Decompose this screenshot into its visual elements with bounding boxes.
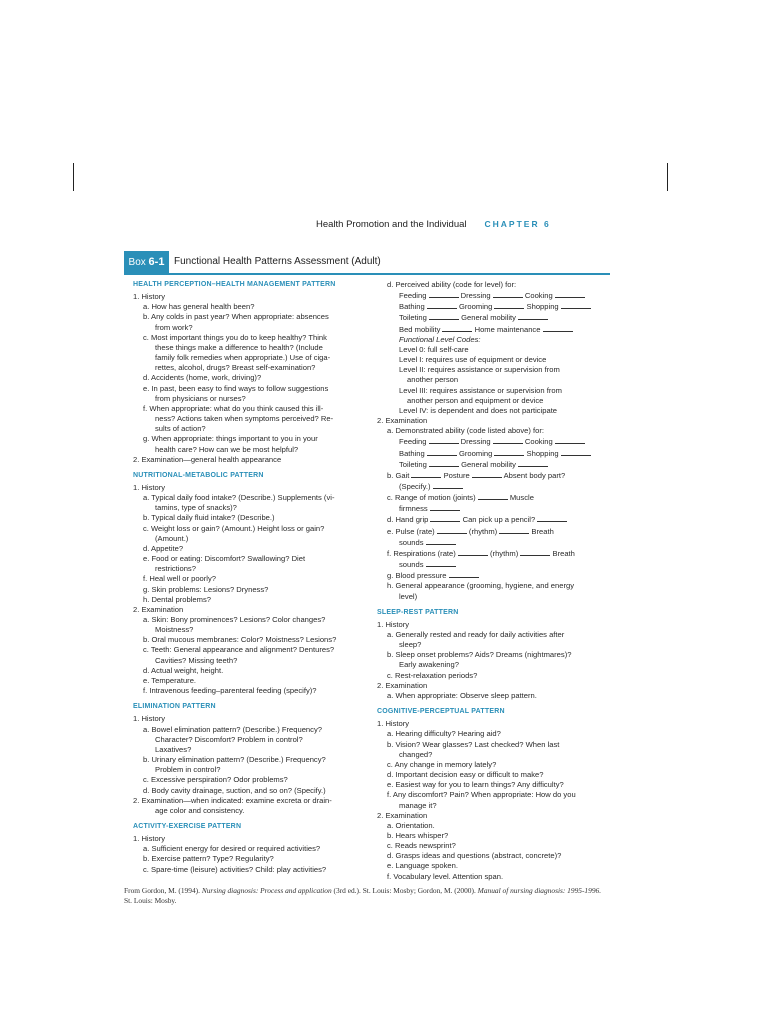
fill-in-blank[interactable] [478,492,508,500]
form-line [377,503,610,514]
text-line: (Amount.) [155,533,189,543]
text-line: a. Demonstrated ability (code listed above) for: [387,426,545,436]
text-line: 2. Examination [377,810,428,820]
text-line: from work? [155,322,193,332]
text-line: e. Food or eating: Discomfort? Swallowing? Diet [143,554,306,564]
fill-in-blank[interactable] [429,459,459,467]
form-label: firmness [399,504,430,514]
text-line: c. Rest-relaxation periods? [387,670,478,680]
text-line: tamins, type of snacks)? [155,503,237,513]
form-label: (rhythm) [487,548,521,558]
text-line: Character? Discomfort? Problem in control? [155,734,303,744]
form-label: f. Respirations (rate) [387,548,458,558]
text-line: sults of action? [155,424,206,434]
form-line [377,459,610,470]
form-label: (Specify.) [399,481,433,491]
form-label: c. Range of motion (joints) [387,493,478,503]
text-line: f. Vocabulary level. Attention span. [387,871,504,881]
text-line: c. Any change in memory lately? [387,759,497,769]
text-line: level) [399,591,418,601]
form-label: Grooming [456,448,495,458]
form-label: d. Hand grip [387,515,431,525]
text-line: g. When appropriate: things important to you in your [143,434,318,444]
fill-in-blank[interactable] [429,312,459,320]
form-label: Bathing [399,448,427,458]
form-label: Feeding [399,437,429,447]
text-line: Level IV: is dependent and does not participate [399,405,558,415]
fill-in-blank[interactable] [429,436,459,444]
text-line: f. When appropriate: what do you think caused this ill- [143,403,324,413]
form-label: Bathing [399,302,427,312]
text-line: 1. History [133,834,166,844]
fill-in-blank[interactable] [543,324,573,332]
box-label-number: 6-1 [148,256,165,268]
fill-in-blank[interactable] [429,290,459,298]
form-line [377,436,610,447]
text-line: c. Most important things you do to keep healthy? Think [143,332,327,342]
source-text: From Gordon, M. (1994). [124,886,202,895]
fill-in-blank[interactable] [458,548,488,556]
text-line: another person [407,375,459,385]
fill-in-blank[interactable] [494,301,524,309]
text-line: 2. Examination—general health appearance [133,454,282,464]
form-label: Breath [529,526,554,536]
form-label: Home maintenance [472,324,543,334]
source-title: Nursing diagnosis: Process and application [201,886,332,895]
text-line: b. Sleep onset problems? Aids? Dreams (nightmares)? [387,650,572,660]
text-line: e. Temperature. [143,675,197,685]
fill-in-blank[interactable] [426,559,456,567]
text-line: e. Language spoken. [387,861,458,871]
fill-in-blank[interactable] [493,436,523,444]
source-title: Manual of nursing diagnosis: 1995-1996. [477,886,602,895]
text-line: a. Generally rested and ready for daily activities after [387,630,565,639]
form-label: General mobility [458,459,519,469]
form-label: Bed mobility [399,324,443,334]
crop-mark-right [667,163,668,191]
text-line: b. Oral mucous membranes: Color? Moistness? Lesions? [143,635,337,645]
text-line: e. Easiest way for you to learn things? Any difficulty? [387,780,564,790]
form-label: Dressing [458,291,493,301]
form-line [377,537,610,548]
section-heading: SLEEP-REST PATTERN [377,608,459,616]
text-line: Moistness? [155,625,194,635]
text-line: 1. History [133,482,166,492]
text-line: a. Bowel elimination pattern? (Describe.) Frequency? [143,724,322,734]
fill-in-blank[interactable] [518,459,548,467]
text-line: f. Any discomfort? Pain? When appropriate: How do you [387,790,576,800]
text-line: b. Typical daily fluid intake? (Describe.) [143,513,275,523]
text-line: a. How has general health been? [143,302,255,312]
fill-in-blank[interactable] [449,570,479,578]
form-line [377,290,610,301]
form-line [377,526,610,537]
text-line: d. Accidents (home, work, driving)? [143,373,262,383]
form-label: Breath [550,548,575,558]
fill-in-blank[interactable] [426,537,456,545]
text-line: health care? How can we be most helpful? [155,444,299,454]
fill-in-blank[interactable] [442,324,472,332]
box-title: Functional Health Patterns Assessment (Adult) [174,256,381,267]
fill-in-blank[interactable] [433,481,463,489]
fill-in-blank[interactable] [427,448,457,456]
text-line: manage it? [399,800,437,810]
form-label: Shopping [524,302,561,312]
form-label: e. Pulse (rate) [387,526,437,536]
text-line: a. Typical daily food intake? (Describe.) Supplements (vi- [143,493,335,503]
text-line: Level 0: full self-care [399,344,469,354]
fill-in-blank[interactable] [555,290,585,298]
fill-in-blank[interactable] [472,470,502,478]
fill-in-blank[interactable] [561,448,591,456]
text-line: Early awakening? [399,660,459,670]
crop-mark-left [73,163,74,191]
source-note [124,886,610,905]
text-line: b. Urinary elimination pattern? (Describe.) Frequency? [143,755,326,765]
text-line: changed? [399,749,433,759]
text-line: age color and consistency. [155,805,245,815]
text-line: ness? Actions taken when symptoms perceived? Re- [155,414,334,424]
text-line: rettes, alcohol, drugs? Breast self-examination? [155,363,316,373]
source-text: (3rd ed.). St. Louis: Mosby; Gordon, M. (2000). [331,886,478,895]
text-line: restrictions? [155,564,196,574]
text-line: e. In past, been easy to find ways to follow suggestions [143,383,329,393]
form-label: Shopping [524,448,561,458]
text-line: c. Teeth: General appearance and alignment? Dentures? [143,645,335,655]
text-line: d. Actual weight, height. [143,665,224,675]
form-label: (rhythm) [466,526,500,536]
box-header [124,251,610,275]
text-line: a. Skin: Bony prominences? Lesions? Color changes? [143,615,326,624]
fill-in-blank[interactable] [411,470,441,478]
text-line: 2. Examination [133,604,184,614]
form-line [377,559,610,570]
fill-in-blank[interactable] [555,436,585,444]
text-line: Cavities? Missing teeth? [155,655,238,665]
fill-in-blank[interactable] [427,301,457,309]
form-label: Can pick up a pencil? [460,515,538,525]
form-line [377,514,610,525]
text-line: d. Appetite? [143,543,184,553]
text-line: family folk remedies when appropriate.) Use of ciga- [155,353,331,363]
fill-in-blank[interactable] [430,503,460,511]
form-label: Absent body part? [501,470,566,480]
text-line: 1. History [377,719,410,729]
chapter-label: CHAPTER 6 [484,219,551,229]
text-line: Problem in control? [155,765,221,775]
form-label: General mobility [458,313,519,323]
text-line: d. Important decision easy or difficult to make? [387,770,544,780]
form-label: Toileting [399,459,429,469]
fill-in-blank[interactable] [518,312,548,320]
source-text: St. Louis: Mosby. [124,895,177,905]
left-column [133,280,363,875]
form-label: sounds [399,537,426,547]
right-column [377,280,610,882]
form-line [377,492,610,503]
fill-in-blank[interactable] [493,290,523,298]
text-line: b. Any colds in past year? When appropriate: absences [143,312,329,322]
running-head [316,219,551,230]
text-line: b. Vision? Wear glasses? Last checked? When last [387,739,560,749]
form-line [377,301,610,312]
form-label: Posture [441,470,472,480]
fill-in-blank[interactable] [520,548,550,556]
form-label: b. Gait [387,470,412,480]
fill-in-blank[interactable] [561,301,591,309]
form-line [377,481,610,492]
text-line: another person and equipment or device [407,395,544,405]
text-line: 1. History [133,714,166,724]
fill-in-blank[interactable] [537,514,567,522]
text-line: a. When appropriate: Observe sleep pattern. [387,690,537,700]
fill-in-blank[interactable] [430,514,460,522]
text-line: a. Hearing difficulty? Hearing aid? [387,729,501,739]
text-line: d. Body cavity drainage, suction, and so on? (Specify.) [143,785,326,795]
text-line: Level III: requires assistance or supervision from [399,385,562,395]
form-line [377,570,610,581]
text-line: 2. Examination [377,680,428,690]
form-line [377,324,610,335]
text-line: 1. History [133,292,166,302]
running-head-title: Health Promotion and the Individual [316,219,467,230]
text-line: d. Grasps ideas and questions (abstract, concrete)? [387,851,562,861]
box-label [124,251,169,273]
form-label: g. Blood pressure [387,571,449,581]
text-line: f. Intravenous feeding–parenteral feeding (specify)? [143,686,317,696]
text-line: f. Heal well or poorly? [143,574,217,584]
text-line: Level I: requires use of equipment or device [399,355,547,365]
form-line [377,548,610,559]
text-line: h. General appearance (grooming, hygiene, and energy [387,581,575,591]
text-line: sleep? [399,640,422,650]
text-line: d. Perceived ability (code for level) for: [387,280,517,289]
form-label: Feeding [399,291,429,301]
text-line: 1. History [377,619,410,629]
text-line: g. Skin problems: Lesions? Dryness? [143,584,269,594]
text-line: c. Spare-time (leisure) activities? Child: play activities? [143,864,327,874]
text-line: from physicians or nurses? [155,393,246,403]
text-line: a. Orientation. [387,820,435,830]
text-line: these things make a difference to health? (Include [155,342,323,352]
form-label: sounds [399,560,426,570]
form-line [377,312,610,323]
text-line: b. Hears whisper? [387,830,449,840]
text-line: c. Reads newsprint? [387,841,456,851]
text-line: Functional Level Codes: [399,334,481,344]
form-label: Muscle [507,493,534,503]
fill-in-blank[interactable] [494,448,524,456]
text-line: c. Weight loss or gain? (Amount.) Height loss or gain? [143,523,325,533]
text-line: Laxatives? [155,744,192,754]
fill-in-blank[interactable] [437,526,467,534]
text-line: c. Excessive perspiration? Odor problems? [143,775,288,785]
section-heading: ELIMINATION PATTERN [133,703,216,711]
text-line: 2. Examination [377,416,428,426]
text-line: 2. Examination—when indicated: examine excreta or drain- [133,795,332,805]
text-line: Level II: requires assistance or supervision from [399,365,560,375]
form-label: Cooking [522,291,555,301]
section-heading: NUTRITIONAL-METABOLIC PATTERN [133,471,264,479]
text-line: h. Dental problems? [143,594,211,604]
section-heading: HEALTH PERCEPTION–HEALTH MANAGEMENT PATTERN [133,281,336,288]
box-label-prefix: Box [128,257,146,268]
text-line: b. Exercise pattern? Type? Regularity? [143,854,274,864]
section-heading: ACTIVITY-EXERCISE PATTERN [133,822,242,830]
form-line [377,448,610,459]
form-label: Dressing [458,437,493,447]
section-heading: COGNITIVE-PERCEPTUAL PATTERN [377,708,505,716]
text-line: a. Sufficient energy for desired or required activities? [143,844,321,854]
fill-in-blank[interactable] [499,526,529,534]
form-label: Toileting [399,313,429,323]
form-label: Cooking [522,437,555,447]
form-label: Grooming [456,302,495,312]
form-line [377,470,610,481]
